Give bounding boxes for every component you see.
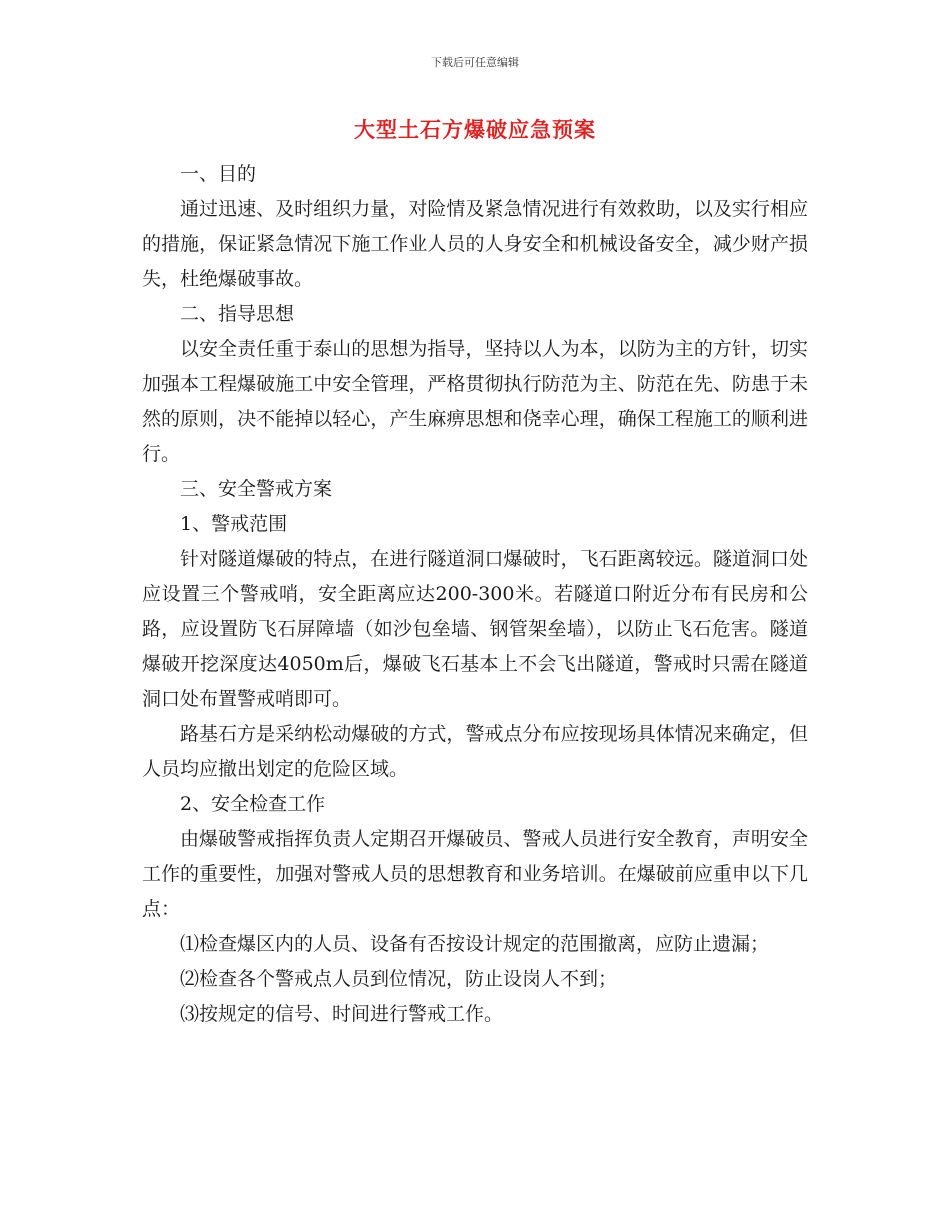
paragraph-tunnel-warning: 针对隧道爆破的特点，在进行隧道洞口爆破时，飞石距离较远。隧道洞口处应设置三个警戒哨，安全距离应达200-300米。若隧道口附近分布有民房和公路，应设置防飞石屏障墙（如沙包垒墙、钢管架垒墙），以防止飞石危害。隧道爆破开挖深度达4050m后，爆破飞石基本上不会飞出隧道，警戒时只需在隧道洞口处布置警戒哨即可。 xyxy=(142,548,808,710)
subheading-safety-inspection: 2、安全检查工作 xyxy=(180,793,326,815)
list-item-2: ⑵检查各个警戒点人员到位情况，防止设岗人不到； xyxy=(180,968,618,990)
paragraph-safety-education: 由爆破警戒指挥负责人定期召开爆破员、警戒人员进行安全教育，声明安全工作的重要性，加强对警戒人员的思想教育和业务培训。在爆破前应重申以下几点： xyxy=(142,828,808,920)
paragraph-purpose: 通过迅速、及时组织力量，对险情及紧急情况进行有效救助，以及实行相应的措施，保证紧急情况下施工作业人员的人身安全和机械设备安全，减少财产损失，杜绝爆破事故。 xyxy=(142,198,808,290)
header-note: 下载后可任意编辑 xyxy=(431,56,519,69)
section-heading-security-plan: 三、安全警戒方案 xyxy=(180,478,333,500)
document-body xyxy=(142,157,808,1032)
subheading-warning-range: 1、警戒范围 xyxy=(180,513,288,535)
document-title: 大型土石方爆破应急预案 xyxy=(354,118,596,142)
section-heading-purpose: 一、目的 xyxy=(180,163,257,185)
section-heading-guiding-ideology: 二、指导思想 xyxy=(180,303,295,325)
paragraph-guiding-ideology: 以安全责任重于泰山的思想为指导，坚持以人为本，以防为主的方针，切实加强本工程爆破施工中安全管理，严格贯彻执行防范为主、防范在先、防患于未然的原则，决不能掉以轻心，产生麻痹思想和侥幸心理，确保工程施工的顺利进行。 xyxy=(142,338,808,465)
list-item-1: ⑴检查爆区内的人员、设备有否按设计规定的范围撤离，应防止遗漏； xyxy=(180,933,770,955)
list-item-3: ⑶按规定的信号、时间进行警戒工作。 xyxy=(180,1003,504,1025)
paragraph-roadbed-warning: 路基石方是采纳松动爆破的方式，警戒点分布应按现场具体情况来确定，但人员均应撤出划定的危险区域。 xyxy=(142,723,808,780)
